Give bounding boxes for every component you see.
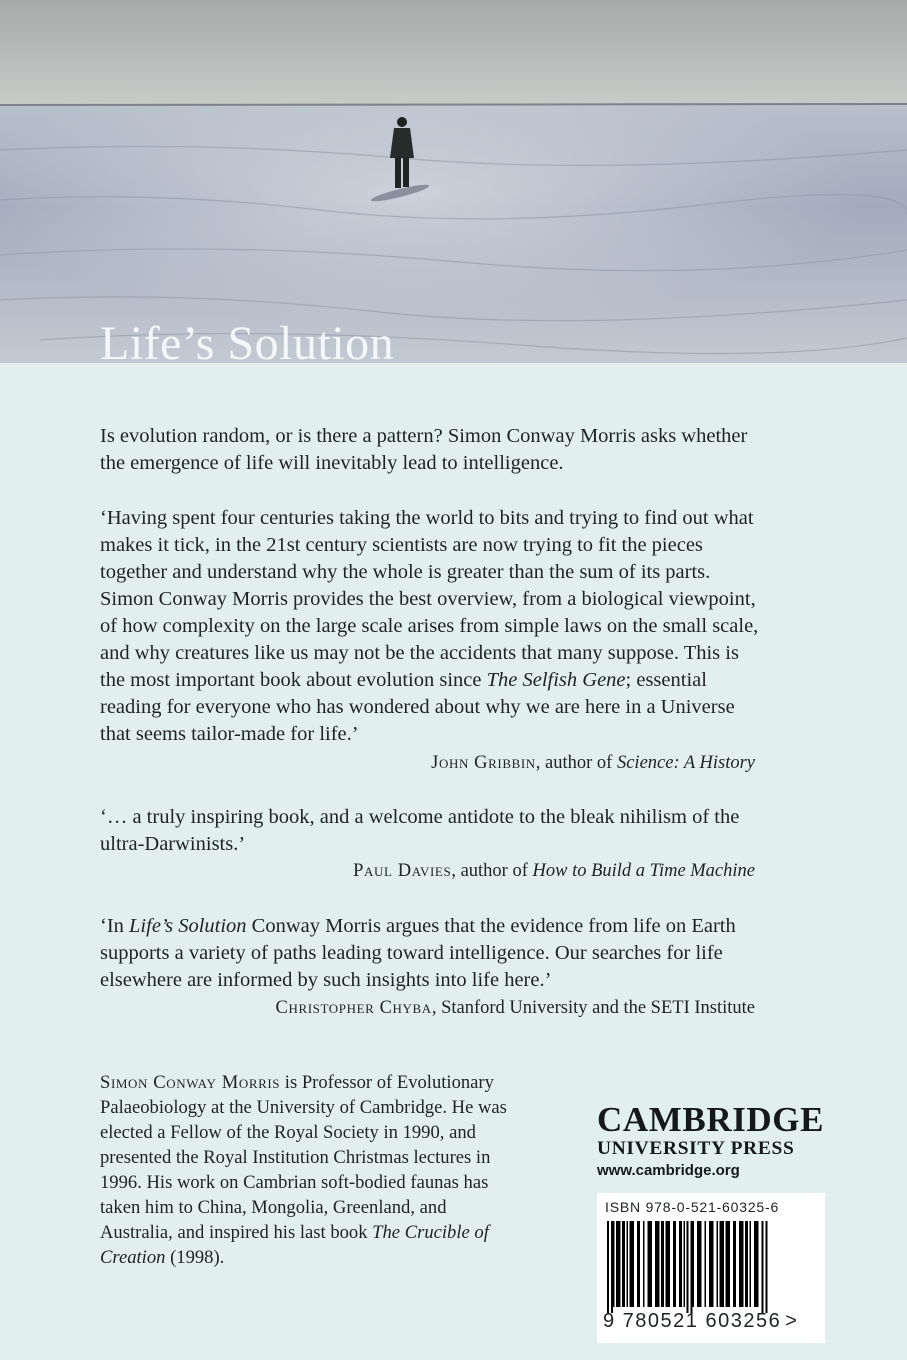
barcode-digits: 9 780521 603256 > xyxy=(603,1310,799,1332)
book-title: Life’s Solution xyxy=(100,317,395,370)
quote-chyba-attribution: Christopher Chyba, Stanford University and the SETI Institute xyxy=(275,998,755,1018)
publisher-press: UNIVERSITY PRESS xyxy=(597,1138,795,1159)
quote-davies-attribution: Paul Davies, author of How to Build a Time Machine xyxy=(353,861,755,881)
barcode-bars xyxy=(607,1221,807,1313)
cover-photo xyxy=(0,0,907,363)
publisher-logo xyxy=(597,1102,837,1182)
quote-davies: ‘… a truly inspiring book, and a welcome antidote to the bleak nihilism of the ultra-Darwinists.’ xyxy=(100,806,740,855)
quote-gribbin: ‘Having spent four centuries taking the world to bits and trying to find out what makes it tick, in the 21st century scientists are now trying to fit the pieces together and understand why the whole is greater than the sum of its parts. Simon Conway Morris provides the best overview, from a biological viewpoint, of how complexity on the large scale arises from simple laws on the small scale, and why creatures like us may not be the accidents that many suppose. This is the most important book about evolution since The Selfish Gene; essential reading for everyone who has wondered about why we are here in a Universe that seems tailor-made for life.’ xyxy=(100,507,759,745)
publisher-url: www.cambridge.org xyxy=(597,1162,740,1179)
person-walking-on-snow-image xyxy=(0,0,907,363)
author-bio: Simon Conway Morris is Professor of Evolutionary Palaeobiology at the University of Cambridge. He was elected a Fellow of the Royal Society in 1990, and presented the Royal Institution Christmas lectures in 1996. His work on Cambrian soft-bodied faunas has taken him to China, Mongolia, Greenland, and Australia, and inspired his last book The Crucible of Creation (1998). xyxy=(100,1072,507,1268)
isbn-label: ISBN 978-0-521-60325-6 xyxy=(605,1199,780,1215)
publisher-name: CAMBRIDGE xyxy=(597,1100,825,1139)
isbn-barcode xyxy=(597,1193,825,1343)
quote-chyba: ‘In Life’s Solution Conway Morris argues that the evidence from life on Earth supports a variety of paths leading toward intelligence. Our searches for life elsewhere are informed by such insights into life here.’ xyxy=(100,915,736,991)
intro-paragraph: Is evolution random, or is there a pattern? Simon Conway Morris asks whether the emergence of life will inevitably lead to intelligence. xyxy=(100,425,748,474)
quote-gribbin-attribution: John Gribbin, author of Science: A History xyxy=(431,753,755,773)
